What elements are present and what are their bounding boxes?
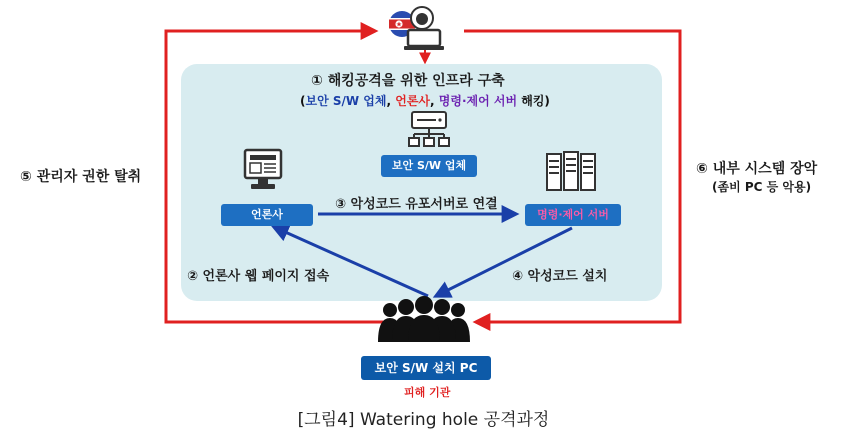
step1-title: ① 해킹공격을 위한 인프라 구축 — [311, 73, 505, 89]
step4-arrow-line — [436, 228, 572, 296]
victim-pc-box: 보안 S/W 설치 PC — [361, 356, 491, 380]
cc-server-box — [525, 204, 621, 226]
step6-sub-label: (좀비 PC 등 악용) — [712, 180, 812, 194]
network-server-icon — [406, 110, 452, 150]
step2-arrow-line — [274, 227, 428, 296]
step1-sub-open: ( — [300, 94, 306, 108]
press-box: 언론사 — [221, 204, 313, 226]
hacker-laptop-icon — [388, 4, 448, 52]
step5-label: ⑤ 관리자 권한 탈취 — [20, 166, 141, 186]
step1-subtitle — [300, 92, 550, 109]
step1-sub-press: 언론사 — [395, 94, 431, 108]
step1-sub-close: 해킹) — [517, 94, 550, 108]
step1-sub-security: 보안 S/W 업체 — [305, 94, 387, 108]
step1-sub-sep2: , — [430, 94, 439, 108]
victims-group-icon — [376, 296, 472, 344]
server-rack-icon — [545, 150, 597, 194]
cc-server-label: 명령·제어 서버 — [537, 208, 609, 221]
step4-label: ④ 악성코드 설치 — [512, 269, 608, 284]
figure-caption: [그림4] Watering hole 공격과정 — [297, 410, 550, 430]
step1-sub-sep1: , — [386, 94, 396, 108]
step3-label: ③ 악성코드 유포서버로 연결 — [335, 197, 498, 212]
security-vendor-box: 보안 S/W 업체 — [381, 155, 477, 177]
press-computer-icon — [243, 148, 283, 192]
step6-label: ⑥ 내부 시스템 장악 — [696, 158, 817, 178]
victim-org-label: 피해 기관 — [404, 386, 451, 399]
step1-sub-cc: 명령·제어 서버 — [438, 94, 518, 108]
step2-label: ② 언론사 웹 페이지 접속 — [187, 269, 330, 284]
